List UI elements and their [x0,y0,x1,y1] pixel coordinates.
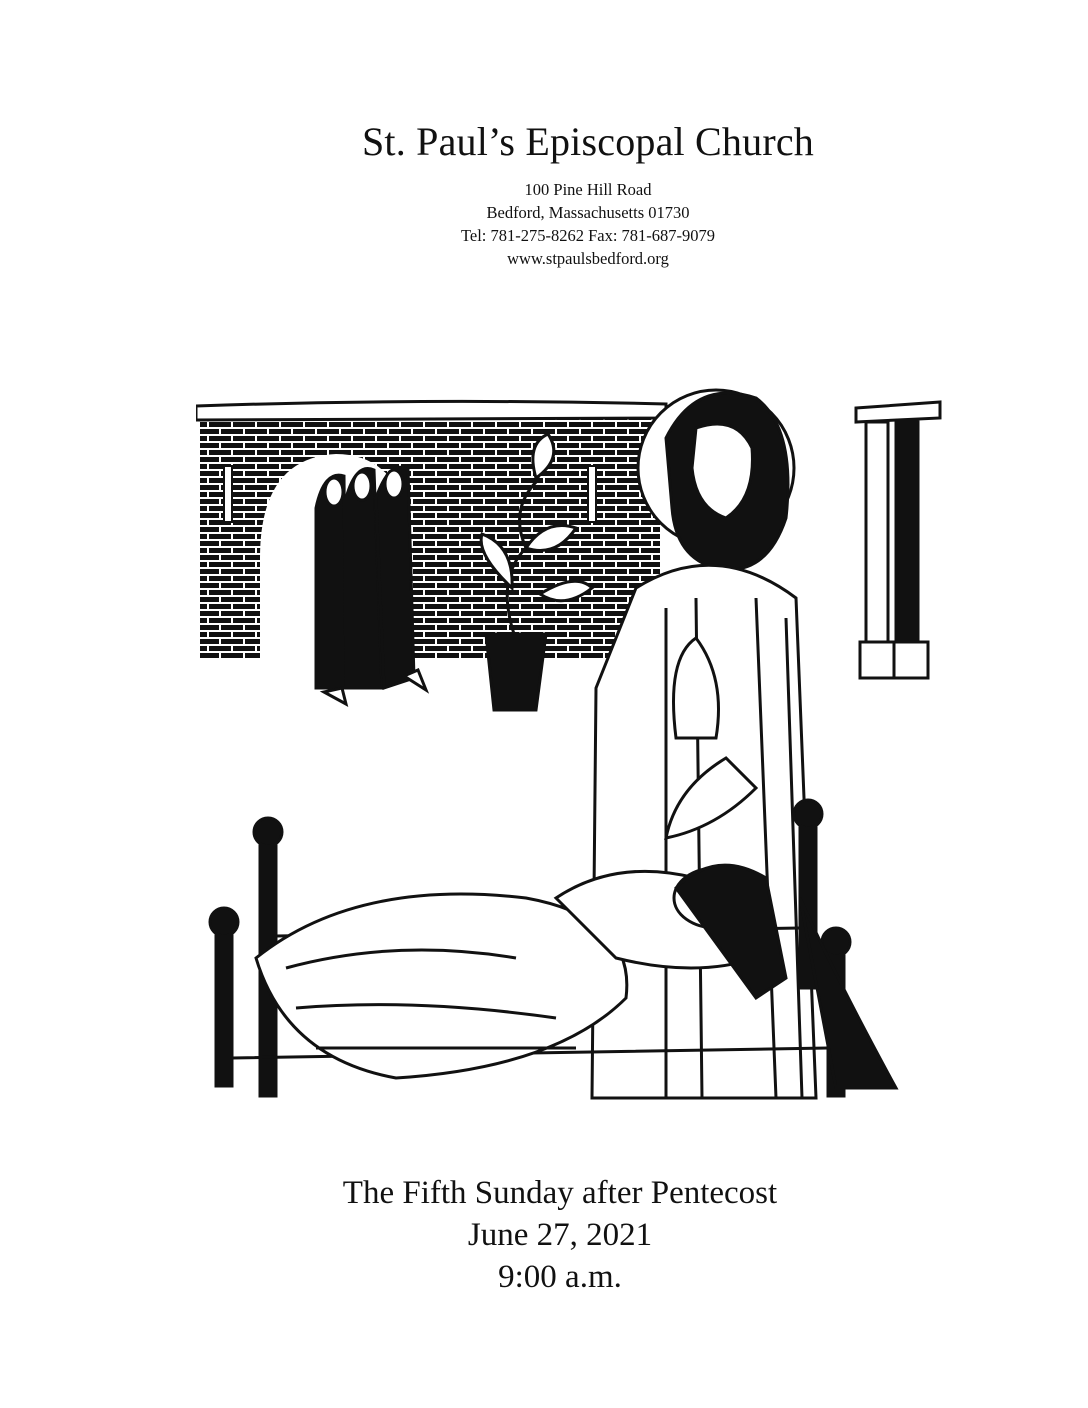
website-link[interactable]: www.stpaulsbedford.org [507,249,669,268]
church-header [0,118,1088,270]
address-city: Bedford, Massachusetts 01730 [486,203,690,222]
service-date: June 27, 2021 [467,1217,653,1253]
address-street: 100 Pine Hill Road [524,180,652,199]
columns [856,402,940,678]
church-name: St. Paul’s Episcopal Church [361,119,815,164]
brick-wall [196,401,666,660]
service-occasion: The Fifth Sunday after Pentecost [342,1175,778,1211]
cover-illustration [196,358,944,1100]
service-info [0,1172,1088,1298]
onlookers [316,467,426,704]
service-time: 9:00 a.m. [498,1259,622,1295]
phone-fax: Tel: 781-275-8262 Fax: 781-687-9079 [460,226,716,245]
church-address [88,178,1088,270]
